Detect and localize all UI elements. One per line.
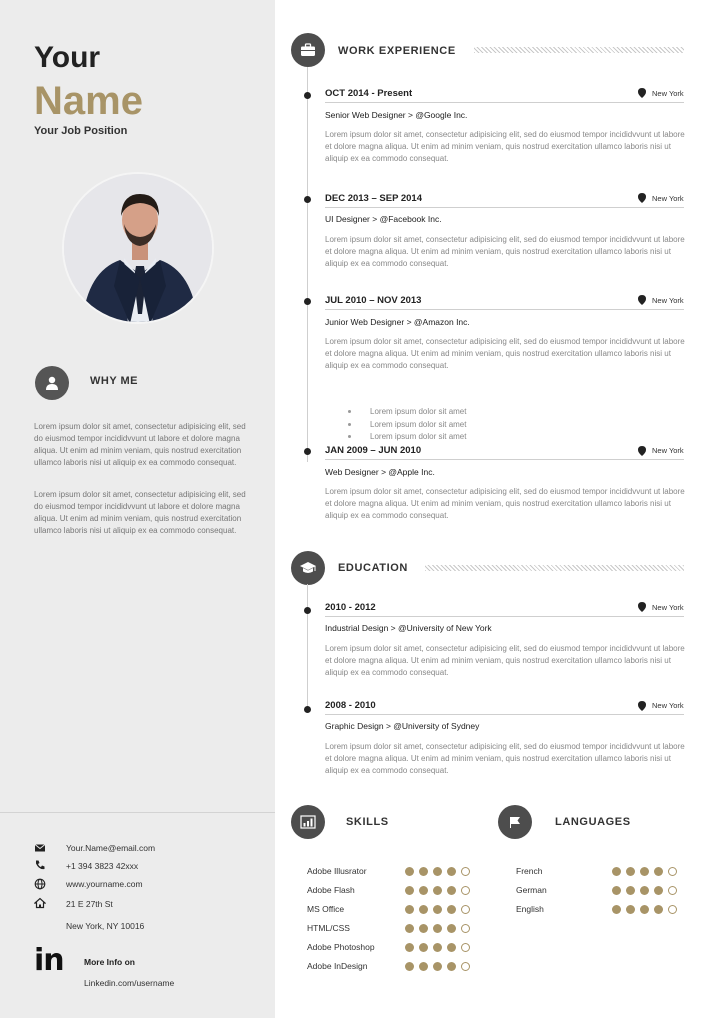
rating-dot-empty	[461, 905, 470, 914]
profile-photo	[62, 172, 214, 324]
rating-dot-filled	[640, 905, 649, 914]
rating-dot-filled	[419, 924, 428, 933]
rating-dot-filled	[433, 962, 442, 971]
skill-rating	[405, 924, 470, 933]
linkedin-url[interactable]: Linkedin.com/username	[84, 978, 175, 988]
rating-dot-filled	[447, 962, 456, 971]
timeline-dot	[304, 706, 311, 713]
timeline-dot	[304, 448, 311, 455]
entry-description: Lorem ipsum dolor sit amet, consectetur adipisicing elit, sed do eiusmod tempor incididvvunt ut labore et dolore magna aliqua. Ut enim ad minim veniam, quis nostrud exercitation ullamco laboris nisi ut aliquip ex ea commodo consequat.	[325, 487, 685, 520]
skill-name: HTML/CSS	[307, 923, 350, 933]
rating-dot-filled	[419, 905, 428, 914]
rating-dot-filled	[447, 867, 456, 876]
education-title: EDUCATION	[338, 562, 408, 574]
work-experience-title: WORK EXPERIENCE	[338, 45, 456, 57]
map-pin-icon	[638, 88, 646, 98]
rating-dot-empty	[668, 905, 677, 914]
entry-location: New York	[652, 194, 684, 203]
rating-dot-filled	[447, 905, 456, 914]
rating-dot-empty	[668, 886, 677, 895]
map-pin-icon	[638, 295, 646, 305]
list-item: Lorem ipsum dolor sit amet	[348, 419, 466, 432]
skill-rating	[405, 962, 470, 971]
skill-name: Adobe InDesign	[307, 961, 368, 971]
entry-location: New York	[652, 603, 684, 612]
map-pin-icon	[638, 701, 646, 711]
entry-divider	[325, 616, 684, 617]
entry-date: DEC 2013 – SEP 2014	[325, 193, 423, 204]
entry-date: 2008 - 2010	[325, 700, 376, 711]
entry-description: Lorem ipsum dolor sit amet, consectetur adipisicing elit, sed do eiusmod tempor incididvvunt ut labore et dolore magna aliqua. Ut enim ad minim veniam, quis nostrud exercitation ullamco laboris nisi ut aliquip ex ea commodo consequat.	[325, 644, 685, 677]
rating-dot-filled	[654, 905, 663, 914]
email-icon	[34, 842, 46, 854]
list-item: Lorem ipsum dolor sit amet	[348, 406, 466, 419]
language-rating	[612, 905, 677, 914]
more-info-label: More Info on	[84, 957, 135, 967]
rating-dot-empty	[461, 962, 470, 971]
skill-name: MS Office	[307, 904, 345, 914]
rating-dot-filled	[433, 943, 442, 952]
rating-dot-filled	[419, 886, 428, 895]
map-pin-icon	[638, 446, 646, 456]
entry-location: New York	[652, 701, 684, 710]
entry-description: Lorem ipsum dolor sit amet, consectetur adipisicing elit, sed do eiusmod tempor incididvvunt ut labore et dolore magna aliqua. Ut enim ad minim veniam, quis nostrud exercitation ullamco laboris nisi ut aliquip ex ea commodo consequat.	[325, 235, 685, 268]
why-me-paragraph: Lorem ipsum dolor sit amet, consectetur adipisicing elit, sed do eiusmod tempor incididvvunt ut labore et dolore magna aliqua. Ut enim ad minim veniam, quis nostrud exercitation ullamco laboris nisi ut aliquip ex ea commodo consequat.	[34, 422, 246, 467]
languages-title: LANGUAGES	[555, 816, 631, 828]
entry-description: Lorem ipsum dolor sit amet, consectetur adipisicing elit, sed do eiusmod tempor incididvvunt ut labore et dolore magna aliqua. Ut enim ad minim veniam, quis nostrud exercitation ullamco laboris nisi ut aliquip ex ea commodo consequat.	[325, 337, 685, 370]
first-name: Your	[34, 41, 101, 74]
why-me-paragraph: Lorem ipsum dolor sit amet, consectetur adipisicing elit, sed do eiusmod tempor incididvvunt ut labore et dolore magna aliqua. Ut enim ad minim veniam, quis nostrud exercitation ullamco laboris nisi ut aliquip ex ea commodo consequat.	[34, 490, 246, 535]
rating-dot-filled	[433, 924, 442, 933]
rating-dot-filled	[626, 886, 635, 895]
entry-date: 2010 - 2012	[325, 602, 376, 613]
rating-dot-filled	[654, 886, 663, 895]
entry-divider	[325, 102, 684, 103]
rating-dot-filled	[447, 886, 456, 895]
entry-description: Lorem ipsum dolor sit amet, consectetur adipisicing elit, sed do eiusmod tempor incididvvunt ut labore et dolore magna aliqua. Ut enim ad minim veniam, quis nostrud exercitation ullamco laboris nisi ut aliquip ex ea commodo consequat.	[325, 742, 685, 775]
briefcase-icon	[291, 33, 325, 67]
rating-dot-filled	[419, 867, 428, 876]
rating-dot-filled	[405, 924, 414, 933]
graduation-cap-icon	[291, 551, 325, 585]
rating-dot-filled	[405, 886, 414, 895]
entry-divider	[325, 207, 684, 208]
language-rating	[612, 867, 677, 876]
skill-name: Adobe Photoshop	[307, 942, 375, 952]
entry-divider	[325, 459, 684, 460]
entry-location: New York	[652, 296, 684, 305]
timeline-dot	[304, 92, 311, 99]
entry-role: Senior Web Designer > @Google Inc.	[325, 110, 468, 120]
entry-date: JUL 2010 – NOV 2013	[325, 295, 422, 306]
entry-divider	[325, 309, 684, 310]
skill-name: Adobe Illusrator	[307, 866, 367, 876]
skills-title: SKILLS	[346, 816, 389, 828]
entry-bullet-list	[348, 406, 466, 444]
rating-dot-filled	[433, 867, 442, 876]
contact-address-line1: 21 E 27th St	[66, 899, 113, 909]
timeline-dot	[304, 196, 311, 203]
rating-dot-filled	[405, 962, 414, 971]
rating-dot-filled	[612, 886, 621, 895]
map-pin-icon	[638, 193, 646, 203]
rating-dot-filled	[612, 867, 621, 876]
section-hatch-divider	[474, 47, 684, 53]
skill-name: Adobe Flash	[307, 885, 355, 895]
language-name: French	[516, 866, 543, 876]
timeline-dot	[304, 298, 311, 305]
list-item: Lorem ipsum dolor sit amet	[348, 431, 466, 444]
entry-date: OCT 2014 - Present	[325, 88, 413, 99]
rating-dot-filled	[405, 905, 414, 914]
skill-rating	[405, 943, 470, 952]
entry-description: Lorem ipsum dolor sit amet, consectetur adipisicing elit, sed do eiusmod tempor incididvvunt ut labore et dolore magna aliqua. Ut enim ad minim veniam, quis nostrud exercitation ullamco laboris nisi ut aliquip ex ea commodo consequat.	[325, 130, 685, 163]
entry-role: Graphic Design > @University of Sydney	[325, 721, 480, 731]
entry-date: JAN 2009 – JUN 2010	[325, 445, 422, 456]
language-name: English	[516, 904, 544, 914]
contact-email[interactable]: Your.Name@email.com	[66, 843, 156, 853]
linkedin-icon[interactable]: in	[34, 943, 64, 978]
why-me-title: WHY ME	[90, 375, 139, 387]
skill-rating	[405, 886, 470, 895]
rating-dot-filled	[419, 962, 428, 971]
language-rating	[612, 886, 677, 895]
section-hatch-divider	[425, 565, 684, 571]
rating-dot-empty	[668, 867, 677, 876]
rating-dot-filled	[433, 886, 442, 895]
entry-role: UI Designer > @Facebook Inc.	[325, 214, 442, 224]
phone-icon	[34, 859, 46, 871]
skill-rating	[405, 867, 470, 876]
rating-dot-filled	[626, 905, 635, 914]
language-name: German	[516, 885, 547, 895]
person-photo-illustration	[64, 174, 214, 324]
globe-icon	[34, 878, 46, 890]
flag-icon	[498, 805, 532, 839]
contact-website[interactable]: www.yourname.com	[66, 879, 143, 889]
rating-dot-empty	[461, 867, 470, 876]
contact-phone[interactable]: +1 394 3823 42xxx	[66, 861, 139, 871]
user-icon	[35, 366, 69, 400]
map-pin-icon	[638, 602, 646, 612]
rating-dot-empty	[461, 943, 470, 952]
rating-dot-filled	[433, 905, 442, 914]
rating-dot-empty	[461, 886, 470, 895]
entry-role: Web Designer > @Apple Inc.	[325, 467, 435, 477]
rating-dot-empty	[461, 924, 470, 933]
rating-dot-filled	[626, 867, 635, 876]
sidebar-divider	[0, 812, 275, 813]
entry-role: Junior Web Designer > @Amazon Inc.	[325, 317, 470, 327]
education-timeline	[307, 584, 308, 712]
last-name: Name	[34, 79, 143, 123]
skill-rating	[405, 905, 470, 914]
rating-dot-filled	[405, 867, 414, 876]
bar-chart-icon	[291, 805, 325, 839]
rating-dot-filled	[447, 943, 456, 952]
rating-dot-filled	[640, 867, 649, 876]
contact-address-line2: New York, NY 10016	[66, 921, 145, 931]
rating-dot-filled	[640, 886, 649, 895]
rating-dot-filled	[447, 924, 456, 933]
rating-dot-filled	[405, 943, 414, 952]
entry-divider	[325, 714, 684, 715]
rating-dot-filled	[654, 867, 663, 876]
entry-location: New York	[652, 89, 684, 98]
rating-dot-filled	[612, 905, 621, 914]
entry-location: New York	[652, 446, 684, 455]
home-icon	[34, 897, 46, 909]
entry-role: Industrial Design > @University of New York	[325, 623, 492, 633]
work-timeline	[307, 67, 308, 462]
rating-dot-filled	[419, 943, 428, 952]
timeline-dot	[304, 607, 311, 614]
job-position: Your Job Position	[34, 125, 128, 137]
